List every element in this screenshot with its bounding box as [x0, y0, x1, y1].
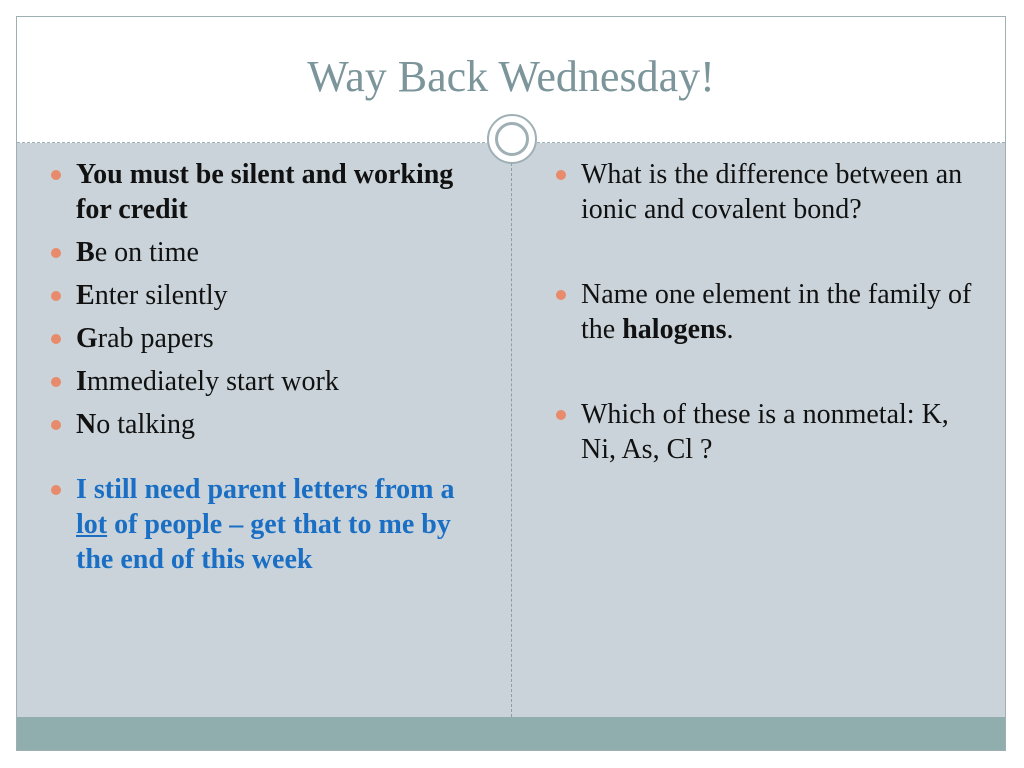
- list-item-rule-g: [47, 321, 467, 356]
- rule-text: rab papers: [97, 323, 214, 354]
- bullet-dot-icon: [51, 420, 61, 430]
- column-divider: [511, 143, 512, 717]
- bullet-dot-icon: [556, 170, 566, 180]
- rule-heading-text: You must be silent and working for credit: [76, 159, 454, 225]
- rule-text: e on time: [94, 237, 199, 268]
- circle-ornament-icon: [487, 114, 537, 164]
- list-item-question-2: [552, 277, 972, 347]
- notice-text-emphasis: lot: [76, 509, 108, 540]
- list-item-rule-n: [47, 407, 467, 442]
- question-2-text-before: Name one element in the family of the: [581, 279, 972, 345]
- question-2-emphasis: halogens: [622, 314, 727, 345]
- bullet-dot-icon: [556, 290, 566, 300]
- right-bullet-list: [552, 157, 972, 517]
- question-2-text-after: .: [726, 314, 734, 345]
- rule-letter: N: [76, 409, 97, 440]
- notice-text-before: I still need parent letters from a: [76, 474, 455, 505]
- bullet-dot-icon: [51, 248, 61, 258]
- rule-text: mmediately start work: [86, 366, 339, 397]
- rule-text: o talking: [96, 409, 195, 440]
- list-item-rule-b: [47, 235, 467, 270]
- list-item-question-1: [552, 157, 972, 227]
- notice-text-after: of people – get that to me by the end of this week: [76, 509, 451, 575]
- rule-text: nter silently: [94, 280, 228, 311]
- bullet-dot-icon: [51, 291, 61, 301]
- left-bullet-list: [47, 157, 467, 585]
- bullet-dot-icon: [51, 170, 61, 180]
- list-item-rule-heading: [47, 157, 467, 227]
- question-3-text: Which of these is a nonmetal: K, Ni, As, Cl ?: [581, 399, 949, 465]
- list-item-parent-letter-notice: [47, 472, 467, 577]
- bullet-dot-icon: [556, 410, 566, 420]
- slide-title: Way Back Wednesday!: [307, 52, 715, 101]
- rule-letter: E: [76, 280, 95, 311]
- question-1-text: What is the difference between an ionic and covalent bond?: [581, 159, 963, 225]
- bullet-dot-icon: [51, 377, 61, 387]
- rule-letter: B: [76, 237, 95, 268]
- bullet-dot-icon: [51, 334, 61, 344]
- list-item-rule-e: [47, 278, 467, 313]
- list-item-rule-i: [47, 364, 467, 399]
- footer-bar: [17, 717, 1005, 751]
- rule-letter: G: [76, 323, 98, 354]
- circle-ornament-inner: [495, 122, 529, 156]
- bullet-dot-icon: [51, 485, 61, 495]
- slide-frame: [16, 16, 1006, 751]
- rule-letter: I: [76, 366, 87, 397]
- list-item-question-3: [552, 397, 972, 467]
